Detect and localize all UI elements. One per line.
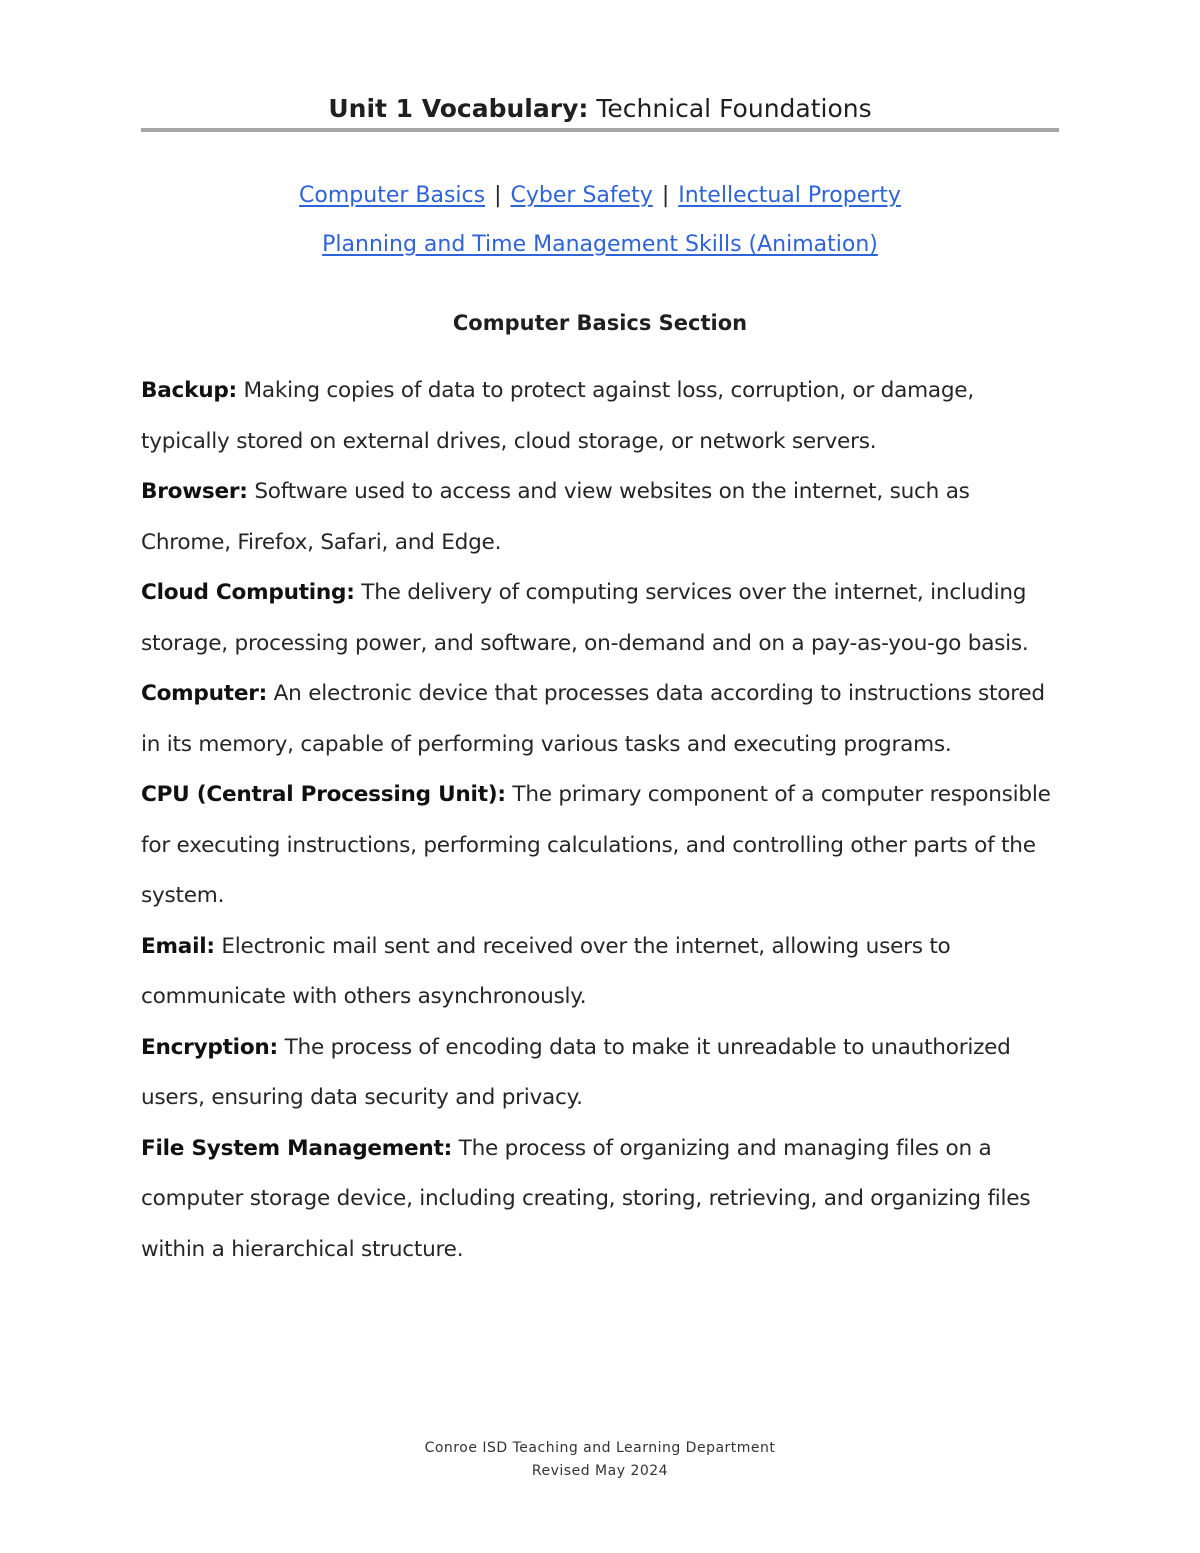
vocab-term: File System Management: xyxy=(141,1135,453,1161)
title-topic: Technical Foundations xyxy=(596,94,872,123)
section-nav-row-1 xyxy=(141,181,1059,211)
nav-separator: | xyxy=(494,183,502,208)
document-page xyxy=(141,0,1059,1553)
page-title xyxy=(141,92,1059,126)
vocab-definition: An electronic device that processes data according to instructions stored in its memory, capable of performing various tasks and executing programs. xyxy=(141,681,1045,757)
nav-separator: | xyxy=(661,183,670,208)
title-divider xyxy=(141,128,1059,132)
page-footer xyxy=(141,1437,1059,1483)
vocab-definition: The primary component of a computer responsible for executing instructions, performing calculations, and controlling other parts of the system. xyxy=(141,782,1051,908)
vocab-term: Computer: xyxy=(141,681,268,706)
vocab-entry-email xyxy=(141,922,1059,1023)
vocab-term: Encryption: xyxy=(141,1034,278,1060)
vocab-term: Email: xyxy=(141,933,215,959)
vocab-entry-cloud-computing xyxy=(141,568,1059,669)
vocab-term: CPU (Central Processing Unit): xyxy=(141,782,506,807)
vocab-entry-browser xyxy=(141,467,1059,568)
vocab-entry-backup xyxy=(141,366,1059,467)
section-nav-row-2 xyxy=(141,230,1059,260)
vocab-term: Backup: xyxy=(141,378,237,403)
vocab-term: Browser: xyxy=(141,479,248,504)
link-cyber-safety[interactable]: Cyber Safety xyxy=(510,183,653,208)
link-computer-basics[interactable]: Computer Basics xyxy=(299,183,486,208)
vocab-entry-file-system-management xyxy=(141,1124,1059,1276)
section-heading: Computer Basics Section xyxy=(452,311,748,335)
vocab-definition: The delivery of computing services over the internet, including storage, processing power, and software, on-demand and on a pay-as-you-go basis. xyxy=(141,580,1029,656)
vocab-definition: Electronic mail sent and received over the internet, allowing users to communicate with others asynchronously. xyxy=(141,933,951,1009)
vocab-definition: The process of organizing and managing files on a computer storage device, including creating, storing, retrieving, and organizing files within a hierarchical structure. xyxy=(141,1135,1031,1262)
title-unit-label: Unit 1 Vocabulary: xyxy=(328,94,589,123)
vocab-definition: The process of encoding data to make it unreadable to unauthorized users, ensuring data security and privacy. xyxy=(141,1034,1011,1110)
vocab-entry-encryption xyxy=(141,1023,1059,1124)
vocab-entry-cpu xyxy=(141,770,1059,922)
vocab-entry-computer xyxy=(141,669,1059,770)
link-planning-time-management[interactable]: Planning and Time Management Skills (Animation) xyxy=(322,232,878,257)
vocabulary-list xyxy=(141,366,1059,1275)
vocab-definition: Software used to access and view websites on the internet, such as Chrome, Firefox, Safari, and Edge. xyxy=(141,479,970,555)
link-intellectual-property[interactable]: Intellectual Property xyxy=(678,183,901,208)
footer-department: Conroe ISD Teaching and Learning Department xyxy=(424,1440,776,1456)
vocab-term: Cloud Computing: xyxy=(141,580,355,605)
footer-revision-date: Revised May 2024 xyxy=(531,1463,669,1479)
vocab-definition: Making copies of data to protect against loss, corruption, or damage, typically stored on external drives, cloud storage, or network servers. xyxy=(141,378,974,454)
